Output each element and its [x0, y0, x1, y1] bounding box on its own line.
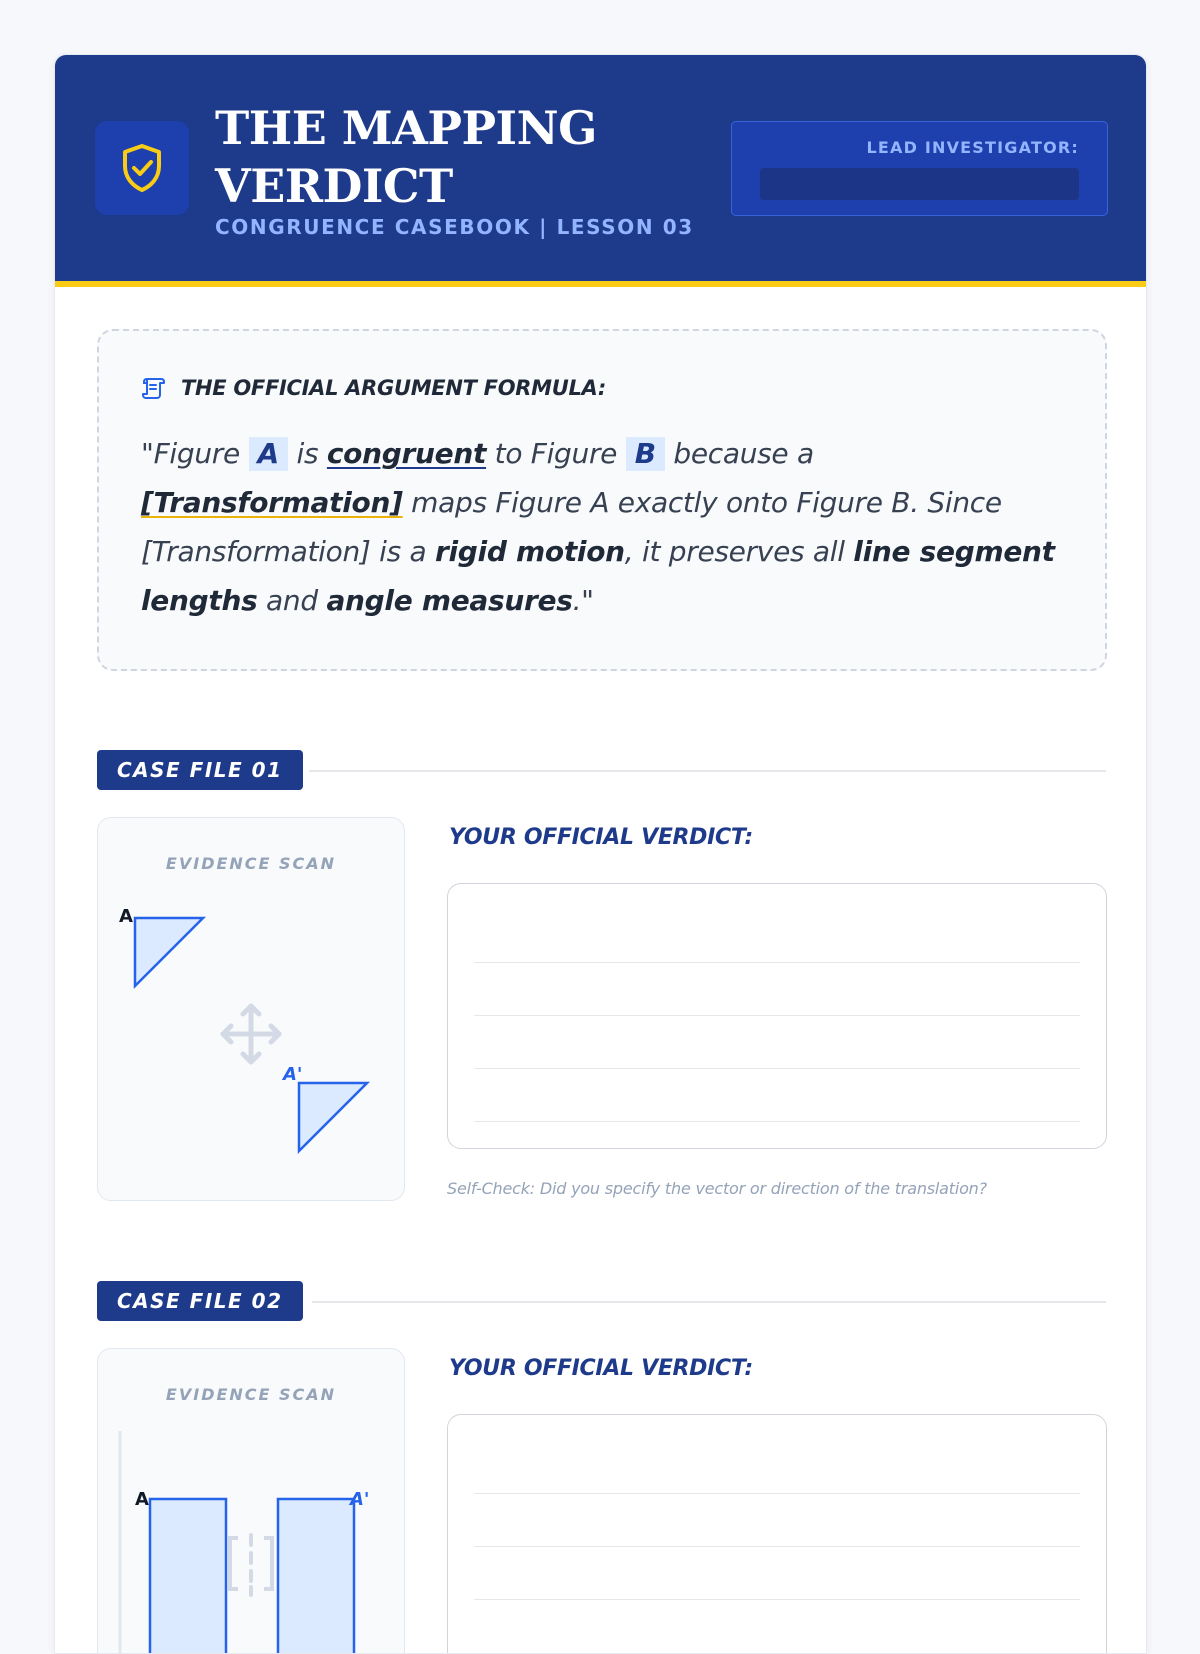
figure-a-prime-label: A' [350, 1489, 370, 1510]
title-line-1: THE MAPPING [215, 101, 597, 155]
term-rigid-motion: rigid motion [434, 535, 625, 568]
formula-part-6: , it preserves all [624, 535, 854, 568]
term-line-segment-lengths: line segment lengths [141, 535, 1055, 617]
case-01-evidence-scan [97, 817, 405, 1201]
formula-text [141, 429, 1071, 625]
case-file-01-tag: CASE FILE 01 [97, 750, 303, 790]
evidence-scan-label: EVIDENCE SCAN [165, 1385, 337, 1404]
formula-part-4: because a [664, 437, 814, 470]
case-01-verdict-label: YOUR OFFICIAL VERDICT: [449, 825, 753, 850]
figure-a-placeholder: A [249, 437, 288, 471]
case-02-evidence-scan [97, 1348, 405, 1654]
case-file-02-divider [312, 1301, 1106, 1303]
formula-part-2: is [287, 437, 327, 470]
figure-a-prime-triangle [299, 1083, 367, 1151]
case-01-evidence-figure [98, 818, 406, 1202]
figure-a-prime-rectangle [278, 1499, 354, 1654]
case-02-evidence-figure [98, 1349, 406, 1654]
term-congruent: congruent [326, 437, 487, 470]
page-title [215, 99, 597, 215]
investigator-name-field[interactable] [760, 168, 1079, 200]
formula-part-7: and [257, 584, 327, 617]
worksheet-page [54, 54, 1147, 1654]
formula-part-1: "Figure [141, 437, 249, 470]
formula-part-5: maps Figure A exactly onto Figure B. Since [Transformation] is a [141, 486, 1002, 568]
term-transformation: [Transformation] [141, 486, 403, 519]
case-01-verdict-input[interactable] [448, 884, 1106, 1148]
figure-a-triangle [135, 918, 203, 986]
term-angle-measures: angle measures [326, 584, 573, 617]
case-02-verdict-box [447, 1414, 1107, 1654]
case-file-02-tag: CASE FILE 02 [97, 1281, 303, 1321]
formula-part-8: ." [572, 584, 594, 617]
argument-formula-box [97, 329, 1107, 671]
header [55, 55, 1146, 287]
reflection-line-icon [230, 1535, 272, 1595]
figure-a-label: A [119, 906, 133, 927]
evidence-scan-label: EVIDENCE SCAN [165, 854, 337, 873]
case-02-verdict-input[interactable] [448, 1415, 1106, 1654]
shield-check-icon [119, 142, 165, 194]
page-subtitle: CONGRUENCE CASEBOOK | LESSON 03 [215, 215, 694, 239]
formula-heading [141, 375, 606, 401]
title-line-2: VERDICT [215, 159, 453, 213]
figure-b-placeholder: B [626, 437, 665, 471]
move-arrows-icon [223, 1006, 279, 1062]
scroll-icon [141, 375, 167, 401]
figure-a-prime-label: A' [283, 1064, 303, 1085]
figure-a-label: A [135, 1489, 149, 1510]
case-file-01-divider [309, 770, 1106, 772]
formula-part-3: to Figure [486, 437, 626, 470]
case-02-verdict-label: YOUR OFFICIAL VERDICT: [449, 1356, 753, 1381]
case-01-self-check: Self-Check: Did you specify the vector or direction of the translation? [447, 1179, 987, 1198]
investigator-panel [731, 121, 1108, 216]
investigator-label: LEAD INVESTIGATOR: [866, 138, 1079, 157]
formula-heading-text: THE OFFICIAL ARGUMENT FORMULA: [181, 376, 606, 400]
case-01-verdict-box [447, 883, 1107, 1149]
figure-a-rectangle [150, 1499, 226, 1654]
logo-badge [95, 121, 189, 215]
